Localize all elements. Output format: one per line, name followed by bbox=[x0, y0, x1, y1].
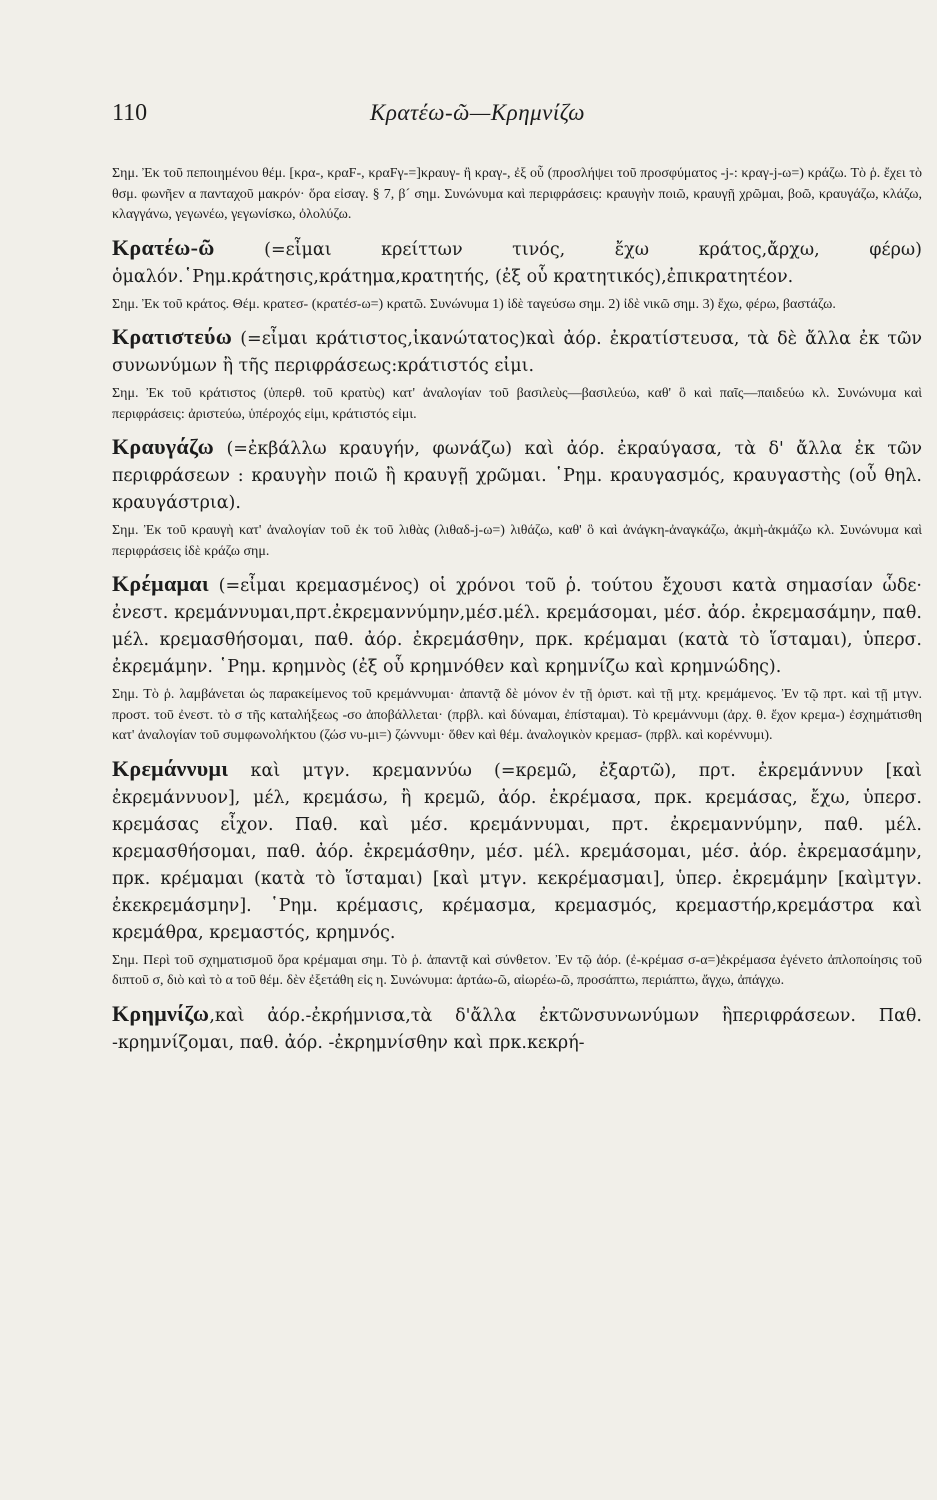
entry-headword: Κρατιστεύω bbox=[112, 324, 233, 349]
entry-body: (=εἶμαι κράτιστος,ἱκανώτατος)καὶ ἀόρ. ἐκρατίστευσα, τὰ δὲ ἄλλα ἐκ τῶν συνωνύμων ἢ τῆς περιφράσεως:κράτιστός εἰμι. bbox=[112, 329, 922, 376]
entry-headword: Κρατέω-ῶ bbox=[112, 234, 215, 260]
dictionary-entry bbox=[112, 323, 922, 380]
entry-headword: Κρημνίζω bbox=[112, 1000, 210, 1026]
entry-body: (=εἶμαι κρεμασμένος) οἱ χρόνοι τοῦ ῥ. τούτου ἔχουσι κατὰ σημασίαν ὧδε· ἐνεστ. κρεμάννυμαι,πρτ.ἐκρεμαννύμην,μέσ.μέλ. κρεμάσομαι, μέσ. ἀόρ. ἐκρεμασάμην, παθ. μέλ. κρεμασθήσομαι, παθ. ἀόρ. ἐκρεμάσθην, πρκ. κρέμαμαι (κατὰ τὸ ἵσταμαι), ὑπερσ. ἐκρεμάμην. ῾Ρημ. κρημνὸς (ἐξ οὗ κρημνόθεν καὶ κρημνίζω καὶ κρημνώδης). bbox=[112, 576, 922, 677]
dictionary-entry bbox=[112, 755, 922, 947]
entry-body: (=εἶμαι κρείττων τινός, ἔχω κράτος,ἄρχω, φέρω) ὁμαλόν.῾Ρημ.κράτησις,κράτημα,κρατητής, (ἐξ οὗ κρατητικός),ἐπικρατητέον. bbox=[112, 239, 922, 287]
entry-body: (=ἐκβάλλω κραυγήν, φωνάζω) καὶ ἀόρ. ἐκραύγασα, τὰ δ' ἄλλα ἐκ τῶν περιφράσεων : κραυγὴν ποιῶ ἢ κραυγῇ χρῶμαι. ῾Ρημ. κραυγασμός, κραυγαστὴς (οὗ θηλ. κραυγάστρια). bbox=[112, 439, 922, 513]
dictionary-entry bbox=[112, 433, 922, 517]
entry-headword: Κρέμαμαι bbox=[112, 571, 210, 596]
running-head: Κρατέω-ῶ—Κρημνίζω bbox=[370, 100, 586, 125]
note-block bbox=[112, 521, 922, 562]
entry-headword: Κραυγάζω bbox=[112, 434, 214, 459]
note-block bbox=[112, 384, 922, 425]
page-number: 110 bbox=[112, 100, 148, 126]
dictionary-entry bbox=[112, 234, 922, 291]
dictionary-entry bbox=[112, 1000, 922, 1057]
entry-headword: Κρεμάννυμι bbox=[112, 755, 229, 781]
note-text: Σημ. Περὶ τοῦ σχηματισμοῦ ὅρα κρέμαμαι σημ. Τὸ ῥ. ἀπαντᾷ καὶ σύνθετον. Ἐν τῷ ἀόρ. (ἐ-κρέμασ σ-α=)ἐκρέμασα ἐγένετο ἀπλοποίησις τοῦ διπτοῦ σ, διὸ καὶ τὸ α τοῦ θέμ. δὲν ἐξετάθη εἰς η. Συνώνυμα: ἀρτάω-ῶ, αἰωρέω-ῶ, προσάπτω, περιάπτω, ἄγχω, ἀπάγχω. bbox=[112, 952, 922, 988]
note-text: Σημ. Ἐκ τοῦ πεποιημένου θέμ. [κρα-, κραF-, κραFγ-=]κραυγ- ἢ κραγ-, ἐξ οὗ (προσλήψει τοῦ προσφύματος -j-: κραγ-j-ω=) κράζω. Τὸ ῥ. ἔχει τὸ θσμ. φωνῆεν α πανταχοῦ μακρόν· ὅρα εἰσαγ. § 7, β´ σημ. Συνώνυμα καὶ περιφράσεις: κραυγὴν ποιῶ, κραυγῇ χρῶμαι, βοῶ, κραυγάζω, κλάζω, κλαγγάνω, γεγωνέω, γεγωνίσκω, ὀλολύζω. bbox=[112, 166, 922, 222]
dictionary-entry bbox=[112, 570, 922, 681]
note-text: Σημ. Τὸ ῥ. λαμβάνεται ὡς παρακείμενος τοῦ κρεμάννυμαι· ἀπαντᾷ δὲ μόνον ἐν τῇ ὁριστ. καὶ τῇ μτχ. κρεμάμενος. Ἐν τῷ πρτ. καὶ τῇ μτγν. προστ. τοῦ ἐνεστ. τὸ σ τῆς καταλήξεως -σο ἀποβάλλεται· (πρβλ. καὶ δύναμαι, ἐπίσταμαι). Τὸ κρεμάννυμι (ἀρχ. θ. ἔχον κρεμα-) ἐσχημάτισθη κατ' ἀναλογίαν τοῦ συμφωνολήκτου (ζώσ νυ-μι=) ζώννυμι· ὅθεν καὶ θέμ. ἀναλογικὸν κρεμασ- (πρβλ. καὶ κορέννυμι). bbox=[112, 687, 922, 743]
note-block bbox=[112, 164, 922, 226]
note-block bbox=[112, 685, 922, 747]
note-block bbox=[112, 951, 922, 992]
entry-body: καὶ μτγν. κρεμαννύω (=κρεμῶ, ἐξαρτῶ), πρτ. ἐκρεμάννυν [καὶ ἐκρεμάννυον], μέλ, κρεμάσω, ἢ κρεμῶ, ἀόρ. ἐκρέμασα, πρκ. κρεμάσας, ἔχω, ὑπερσ. κρεμάσας εἶχον. Παθ. καὶ μέσ. κρεμάννυμαι, πρτ. ἐκρεμαννύμην, παθ. μέλ. κρεμασθήσομαι, παθ. ἀόρ. ἐκρεμάσθην, μέσ. μέλ. κρεμάσομαι, μέσ. ἀόρ. ἐκρεμασάμην, πρκ. κρέμαμαι (κατὰ τὸ ἵσταμαι) [καὶ μτγν. κεκρέμασμαι], ὑπερ. ἐκρεμάμην [καὶμτγν. ἐκεκρεμάσμην]. ῾Ρημ. κρέμασις, κρέμασμα, κρεμασμός, κρεμαστήρ,κρεμάστρα καὶ κρεμάθρα, κρεμαστός, κρημνός. bbox=[112, 760, 922, 943]
dictionary-page bbox=[112, 100, 922, 1057]
note-text: Σημ. Ἐκ τοῦ κραυγὴ κατ' ἀναλογίαν τοῦ ἐκ τοῦ λιθὰς (λιθαδ-j-ω=) λιθάζω, καθ' ὃ καὶ ἀνάγκη-ἀναγκάζω, ἀκμὴ-ἀκμάζω κλ. Συνώνυμα καὶ περιφράσεις ἰδὲ κράζω σημ. bbox=[112, 523, 922, 559]
page-header bbox=[112, 100, 922, 160]
note-block bbox=[112, 295, 922, 316]
entry-body: ,καὶ ἀόρ.-ἐκρήμνισα,τὰ δ'ἄλλα ἐκτῶνσυνωνύμων ἢπεριφράσεων. Παθ. -κρημνίζομαι, παθ. ἀόρ. -ἐκρημνίσθην καὶ πρκ.κεκρή- bbox=[112, 1005, 922, 1053]
note-text: Σημ. Ἐκ τοῦ κράτιστος (ὑπερθ. τοῦ κρατὺς) κατ' ἀναλογίαν τοῦ βασιλεὺς—βασιλεύω, καθ' ὃ καὶ παῖς—παιδεύω κλ. Συνώνυμα καὶ περιφράσεις: ἀριστεύω, ὑπέροχός εἰμι, κράτιστός εἰμι. bbox=[112, 386, 922, 422]
note-text: Σημ. Ἐκ τοῦ κράτος. Θέμ. κρατεσ- (κρατέσ-ω=) κρατῶ. Συνώνυμα 1) ἰδὲ ταγεύσω σημ. 2) ἰδὲ νικῶ σημ. 3) ἔχω, φέρω, βαστάζω. bbox=[112, 296, 836, 312]
